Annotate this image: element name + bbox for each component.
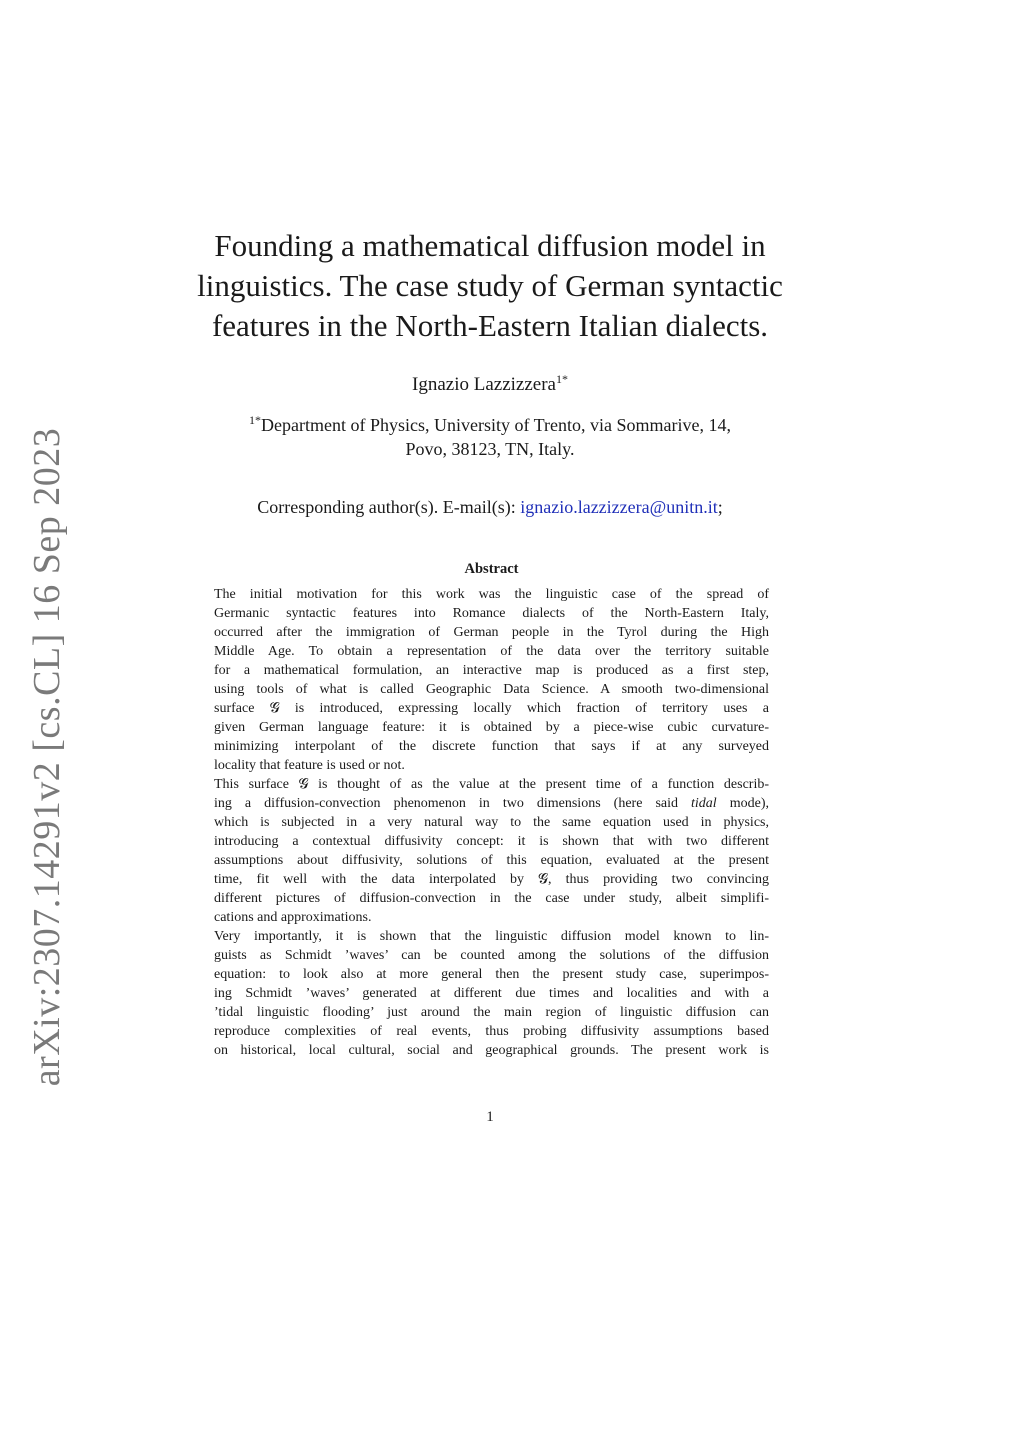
affiliation (190, 408, 790, 461)
abstract-line: using tools of what is called Geographic Data Science. A smooth two-dimensional (214, 682, 769, 697)
abstract-heading: Abstract (464, 561, 519, 577)
abstract-line: which is subjected in a very natural way to the same equation used in physics, (214, 815, 769, 830)
abstract-line: time, fit well with the data interpolated by 𝓖, thus providing two convincing (214, 872, 769, 887)
abstract-line: assumptions about diffusivity, solutions of this equation, evaluated at the present (214, 853, 769, 868)
abstract-line: equation: to look also at more general then the present study case, superimpos- (214, 967, 769, 982)
abstract-line: Germanic syntactic features into Romance dialects of the North-Eastern Italy, (214, 606, 769, 621)
abstract-line: ing a diffusion-convection phenomenon in two dimensions (here said tidal mode), (214, 796, 769, 811)
italic-term: tidal (691, 796, 717, 811)
title-line: Founding a mathematical diffusion model in (214, 228, 766, 263)
arxiv-identifier-stamp: arXiv:2307.14291v2 [cs.CL] 16 Sep 2023 (26, 427, 68, 1087)
email-link[interactable]: ignazio.lazzizzera@unitn.it (520, 497, 718, 517)
paper-title (190, 226, 790, 346)
title-line: linguistics. The case study of German syntactic (197, 268, 783, 303)
author-mark: 1* (555, 372, 568, 386)
abstract-line: given German language feature: it is obtained by a piece-wise cubic curvature- (214, 720, 769, 735)
abstract-line: different pictures of diffusion-convection in the case under study, albeit simplifi- (214, 891, 769, 906)
abstract-line: occurred after the immigration of German people in the Tyrol during the High (214, 625, 769, 640)
author-line (190, 372, 790, 396)
email-trail: ; (717, 497, 723, 517)
abstract-body (214, 585, 769, 1060)
affiliation-text: Department of Physics, University of Trento, via Sommarive, 14, (261, 415, 731, 435)
abstract-line: ’tidal linguistic flooding’ just around the main region of linguistic diffusion can (214, 1005, 769, 1020)
abstract-line: This surface 𝓖 is thought of as the value at the present time of a function describ- (214, 777, 769, 792)
abstract-line: for a mathematical formulation, an interactive map is produced as a first step, (214, 663, 769, 678)
title-line: features in the North-Eastern Italian dialects. (211, 308, 769, 343)
affiliation-mark: 1* (249, 413, 262, 427)
abstract-line: minimizing interpolant of the discrete function that says if at any surveyed (214, 739, 769, 754)
page-number: 1 (486, 1109, 494, 1125)
affiliation-line-1 (190, 408, 790, 437)
abstract-line: reproduce complexities of real events, thus probing diffusivity assumptions based (214, 1024, 769, 1039)
abstract-line: locality that feature is used or not. (214, 758, 405, 773)
author-name: Ignazio Lazzizzera (412, 374, 556, 395)
corresponding-author (190, 497, 790, 518)
corresponding-label: Corresponding author(s). E-mail(s): (257, 497, 516, 517)
abstract-line: guists as Schmidt ’waves’ can be counted among the solutions of the diffusion (214, 948, 769, 963)
abstract-line: Middle Age. To obtain a representation of the data over the territory suitable (214, 644, 769, 659)
abstract-line: surface 𝓖 is introduced, expressing locally which fraction of territory uses a (214, 701, 769, 716)
abstract-line: ing Schmidt ’waves’ generated at different due times and localities and with a (214, 986, 769, 1001)
abstract-line: The initial motivation for this work was the linguistic case of the spread of (214, 587, 769, 602)
affiliation-line-2: Povo, 38123, TN, Italy. (405, 439, 575, 459)
abstract-line: on historical, local cultural, social and geographical grounds. The present work is (214, 1043, 769, 1058)
abstract-line: cations and approximations. (214, 910, 372, 925)
abstract-line: Very importantly, it is shown that the linguistic diffusion model known to lin- (214, 929, 769, 944)
abstract-line: introducing a contextual diffusivity concept: it is shown that with two different (214, 834, 769, 849)
